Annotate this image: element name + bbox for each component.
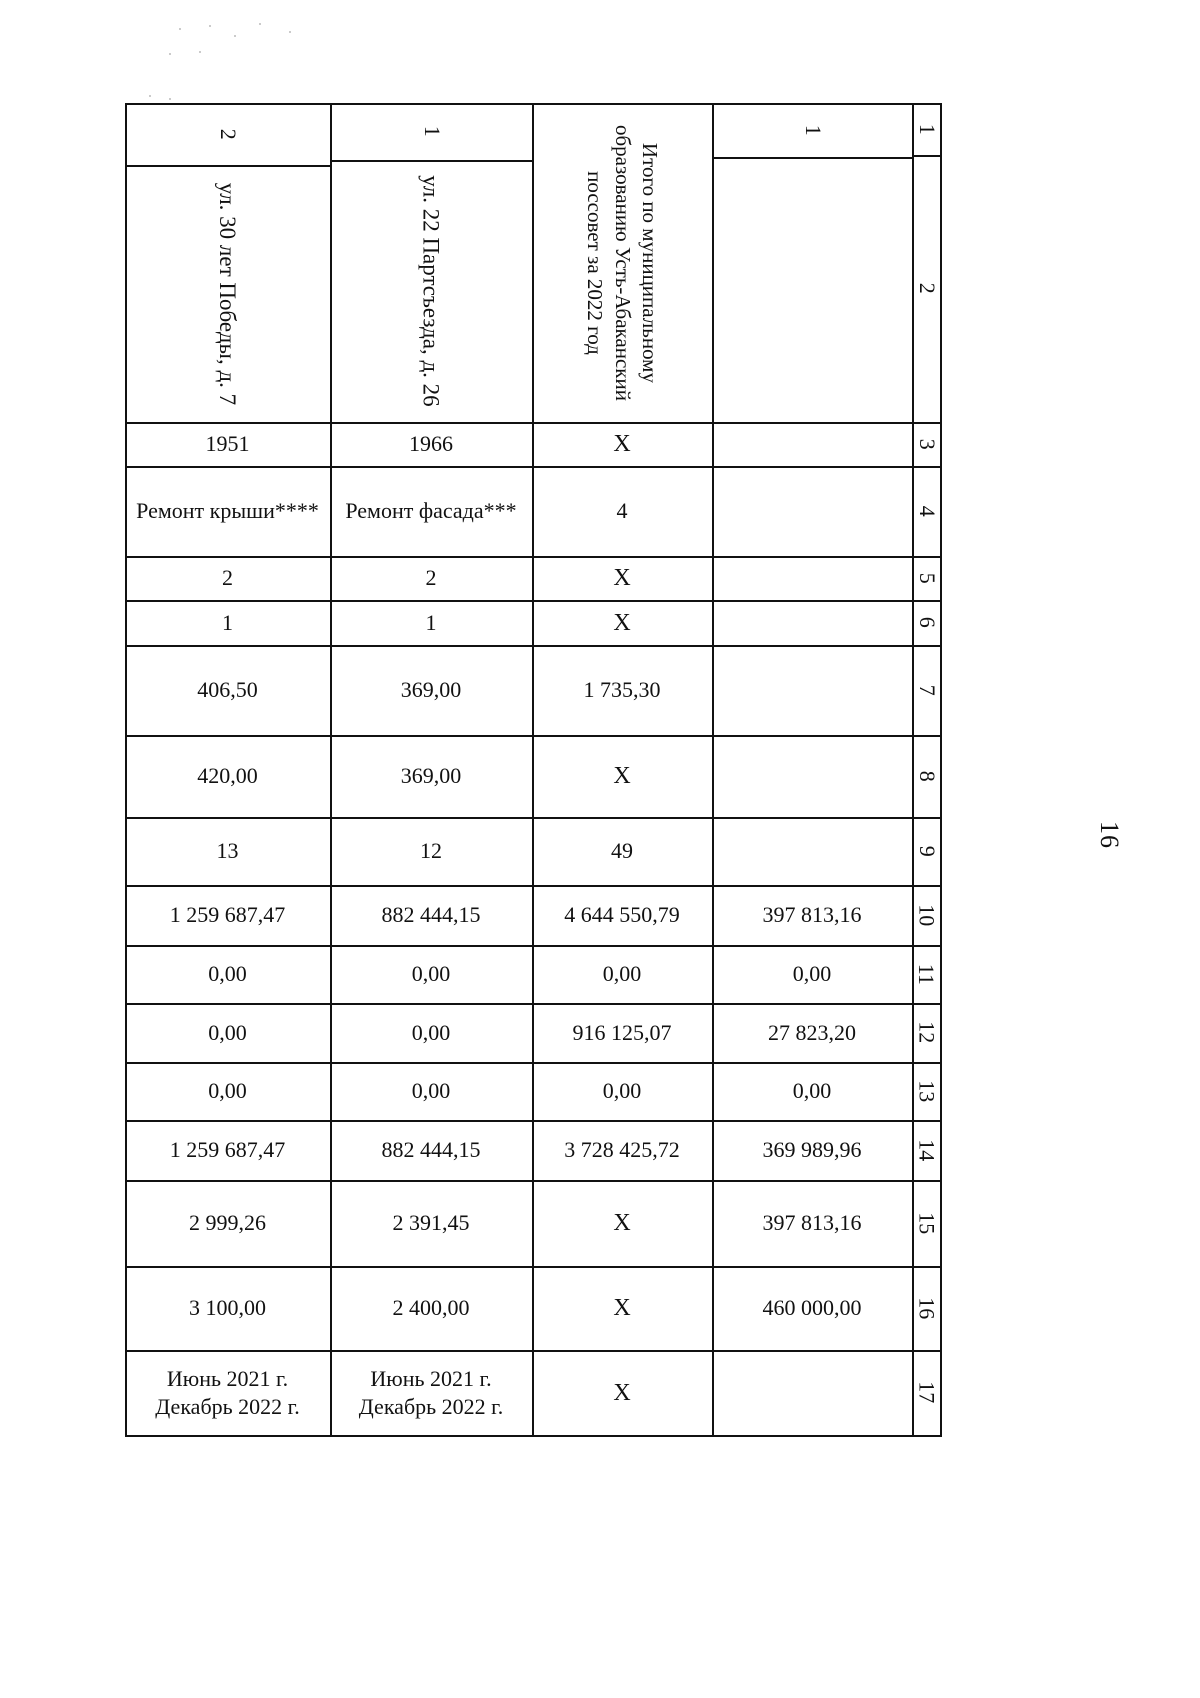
table-cell: 27 823,20: [768, 1019, 856, 1045]
table-cell: Х: [613, 763, 631, 789]
table-cell: Х: [613, 1210, 631, 1236]
table-cell: 1 259 687,47: [169, 1137, 286, 1163]
table-cell: 3 100,00: [189, 1295, 266, 1321]
table-cell: 2 999,26: [189, 1210, 266, 1236]
table-cell: Х: [613, 609, 631, 636]
column-number-label: 7: [914, 684, 940, 696]
column-number: [912, 885, 940, 945]
table-cell: Ремонт крыши****: [136, 498, 319, 524]
column-number-label: 9: [914, 845, 940, 857]
table-cell: 4 644 550,79: [564, 902, 680, 928]
row-title-text: Итого по муниципальному образованию Усть-Абаканский поссовет за 2022 год: [583, 124, 662, 401]
column-number-label: 17: [914, 1381, 940, 1404]
table-cell: 2 400,00: [392, 1295, 470, 1321]
table-cell: 420,00: [197, 763, 258, 789]
table-cell: 13: [216, 838, 239, 864]
table-cell: Х: [613, 1295, 631, 1321]
column-number-label: 8: [914, 770, 940, 782]
column-number-label: 12: [914, 1021, 940, 1044]
table-cell: 882 444,15: [381, 1137, 481, 1163]
row-number-label: 1: [800, 124, 826, 136]
row-title: [330, 160, 532, 422]
table-cell: 12: [420, 838, 442, 864]
table-cell: 369,00: [400, 763, 462, 789]
table-hline: [125, 1435, 942, 1437]
table-cell: Х: [613, 431, 631, 457]
table-cell: 2: [222, 565, 233, 591]
column-number: [912, 103, 940, 155]
table-cell: 882 444,15: [381, 902, 481, 928]
column-number: [912, 155, 940, 422]
table-cell: 0,00: [411, 1078, 451, 1104]
table-cell: 0,00: [792, 1078, 832, 1104]
table-cell: 460 000,00: [762, 1295, 862, 1321]
table-cell: 0,00: [411, 1019, 451, 1045]
column-number: [912, 422, 940, 466]
column-number: [912, 600, 940, 645]
table-cell: Июнь 2021 г. Декабрь 2022 г.: [358, 1366, 504, 1419]
column-number: [912, 735, 940, 817]
column-number-label: 1: [914, 123, 940, 135]
column-number-label: 16: [914, 1297, 940, 1319]
table-cell: 0,00: [602, 961, 642, 987]
column-number-label: 13: [914, 1080, 940, 1102]
column-number: [912, 466, 940, 556]
column-number-label: 4: [914, 505, 940, 517]
column-number: [912, 556, 940, 600]
row-title-text: ул. 22 Партсъезда, д. 26: [418, 175, 444, 407]
table-cell: 0,00: [208, 1019, 247, 1045]
table-cell: 916 125,07: [572, 1019, 672, 1045]
row-title: [125, 165, 330, 422]
column-number: [912, 1180, 940, 1266]
row-number-label: 2: [215, 128, 241, 140]
table-cell: 2: [425, 565, 437, 591]
column-number: [912, 1350, 940, 1435]
table-cell: 369,00: [400, 677, 462, 703]
table-cell: 0,00: [602, 1078, 642, 1104]
column-number-label: 5: [914, 572, 940, 584]
table-vline: [940, 103, 942, 1435]
table-cell: 1 259 687,47: [169, 902, 286, 928]
column-number-label: 14: [914, 1139, 940, 1161]
table-cell: 0,00: [792, 961, 832, 987]
table-cell: 397 813,16: [762, 1210, 862, 1236]
column-number: [912, 645, 940, 735]
table-cell: 0,00: [208, 961, 247, 987]
row-title-text: ул. 30 лет Победы, д. 7: [215, 182, 241, 405]
table-cell: 0,00: [208, 1078, 247, 1104]
table-cell: 397 813,16: [762, 902, 862, 928]
row-number-label: 1: [419, 126, 445, 137]
table-cell: 369 989,96: [762, 1137, 862, 1163]
table-cell: 1: [222, 609, 233, 635]
table-cell: 0,00: [411, 961, 451, 987]
column-number: [912, 1003, 940, 1062]
table-cell: 4: [616, 498, 628, 524]
table-cell: Х: [613, 1379, 631, 1406]
header-row-number: [712, 103, 912, 157]
table-cell: 1 735,30: [583, 677, 661, 703]
header-row-number: [330, 103, 532, 160]
column-number-label: 2: [914, 283, 940, 294]
column-number: [912, 817, 940, 885]
table-cell: 1951: [205, 431, 250, 457]
column-number-label: 15: [914, 1212, 940, 1234]
column-number-label: 11: [914, 963, 940, 985]
page-number: 16: [1095, 821, 1124, 849]
column-number: [912, 1266, 940, 1350]
table-cell: 49: [611, 838, 633, 864]
column-number-label: 6: [914, 617, 940, 628]
header-row-number: [125, 103, 330, 165]
column-number: [912, 945, 940, 1003]
table-cell: Июнь 2021 г. Декабрь 2022 г.: [155, 1366, 300, 1419]
table-cell: 2 391,45: [392, 1210, 470, 1236]
table-cell: 1: [425, 609, 437, 635]
table-cell: 406,50: [197, 677, 258, 703]
column-number: [912, 1120, 940, 1180]
row-title: [532, 103, 712, 422]
table-cell: Ремонт фасада***: [345, 498, 517, 524]
table-cell: 3 728 425,72: [564, 1137, 680, 1163]
column-number-label: 3: [914, 438, 940, 450]
table-hline: [712, 157, 912, 159]
table-cell: Х: [613, 565, 631, 591]
column-number-label: 10: [914, 904, 940, 926]
column-number: [912, 1062, 940, 1120]
table-cell: 1966: [409, 431, 453, 457]
